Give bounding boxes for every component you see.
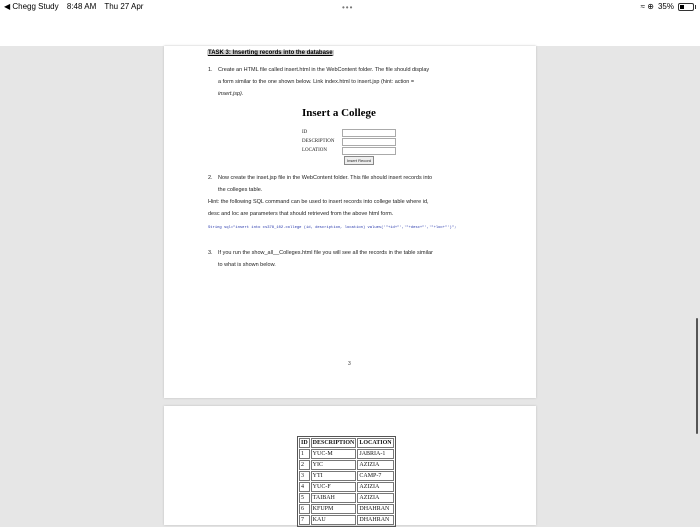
cell-location: AZIZIA: [357, 493, 393, 503]
cell-id: 1: [299, 449, 310, 459]
status-time: 8:48 AM: [66, 2, 97, 11]
cell-id: 7: [299, 515, 310, 525]
table-row: [299, 471, 394, 481]
status-bar: [0, 0, 700, 46]
header-description: DESCRIPTION: [312, 440, 355, 446]
item-2-line-2: the colleges table.: [218, 187, 263, 193]
description-label: DESCRIPTION: [302, 139, 335, 144]
cell-location: CAMP-7: [357, 471, 393, 481]
insert-record-button[interactable]: Insert Record: [344, 156, 374, 165]
location-input[interactable]: [342, 147, 396, 155]
status-right: [641, 2, 694, 11]
cell-description: YIC: [311, 460, 357, 470]
cell-description: YUC-M: [311, 449, 357, 459]
wifi-icon: ≈ ⊕: [640, 2, 654, 11]
battery-fill: [680, 5, 684, 9]
cell-description: TAIBAH: [311, 493, 357, 503]
header-location: LOCATION: [359, 440, 392, 446]
location-label: LOCATION: [302, 148, 327, 153]
cell-description: YTI: [311, 471, 357, 481]
back-to-app-link[interactable]: ◀ Chegg Study: [4, 2, 59, 11]
cell-id: 3: [299, 471, 310, 481]
item-3-line-2: to what is shown below.: [218, 262, 276, 268]
battery-icon: [678, 3, 694, 11]
document-page-4: [164, 406, 536, 525]
item-2-number: 2.: [208, 175, 213, 181]
cell-id: 5: [299, 493, 310, 503]
table-header-row: [299, 438, 394, 448]
item-2-line-1: Now create the inset.jsp file in the WebContent folder. This file should insert records into: [218, 175, 433, 181]
cell-id: 2: [299, 460, 310, 470]
item-1-number: 1.: [208, 67, 213, 73]
colleges-table: [297, 436, 396, 527]
page-number: 3: [348, 361, 351, 367]
table-row: [299, 493, 394, 503]
scrollbar-indicator[interactable]: [696, 318, 698, 434]
cell-location: AZIZIA: [357, 460, 393, 470]
hint-line-1: Hint: the following SQL command can be used to insert records into college table where id,: [208, 199, 429, 205]
cell-description: KAU: [311, 515, 357, 525]
battery-percent: 35%: [657, 2, 674, 11]
table-row: [299, 515, 394, 525]
hint-line-2: desc and loc are parameters that should retrieved from the above html form.: [208, 211, 394, 217]
cell-location: DHAHRAN: [357, 504, 393, 514]
item-1-line-2: a form similar to the one shown below. Link index.html to insert.jsp (hint: action =: [218, 79, 415, 85]
form-title: Insert a College: [302, 107, 376, 119]
item-3-line-1: If you run the show_all__Colleges.html file you will see all the records in the table similar: [218, 250, 433, 256]
item-1-line-3: insert.jsp).: [218, 91, 244, 97]
cell-description: KFUPM: [311, 504, 357, 514]
task-title: TASK 3: Inserting records into the database: [208, 50, 333, 56]
multitask-dots-icon[interactable]: •••: [342, 3, 354, 12]
table-row: [299, 504, 394, 514]
status-date: Thu 27 Apr: [104, 2, 144, 11]
cell-location: AZIZIA: [357, 482, 393, 492]
id-label: ID: [302, 130, 308, 135]
id-input[interactable]: [342, 129, 396, 137]
table-row: [299, 449, 394, 459]
header-id: ID: [301, 440, 308, 446]
cell-id: 6: [299, 504, 310, 514]
document-page-3: [164, 46, 536, 398]
cell-location: JABRIA-1: [357, 449, 393, 459]
sql-code-snippet: String sql="insert into cs378_102.college (id, description, location) values('"+id+"','"+desc+"','"+loc+"')";: [208, 226, 457, 230]
cell-location: DHAHRAN: [357, 515, 393, 525]
item-1-line-1: Create an HTML file called insert.html in the WebContent folder. The file should display: [218, 67, 430, 73]
cell-id: 4: [299, 482, 310, 492]
table-row: [299, 460, 394, 470]
item-3-number: 3.: [208, 250, 213, 256]
status-left: [4, 2, 149, 11]
cell-description: YUC-F: [311, 482, 357, 492]
table-row: [299, 482, 394, 492]
description-input[interactable]: [342, 138, 396, 146]
